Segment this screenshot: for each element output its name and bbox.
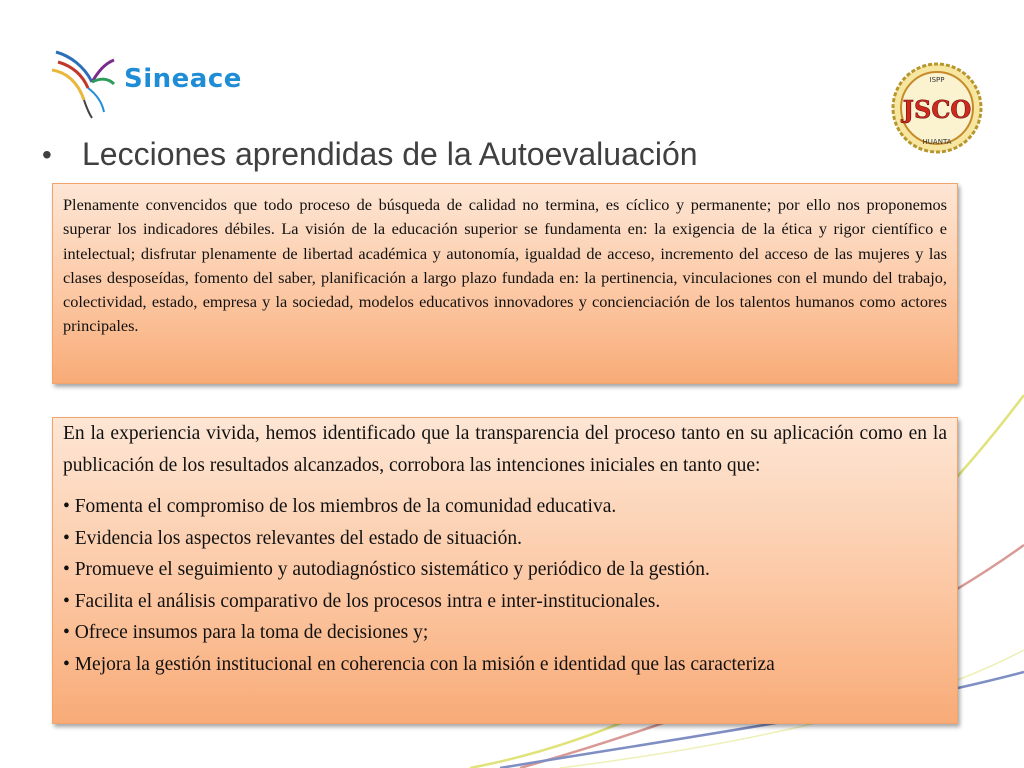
lessons-paragraph: Plenamente convencidos que todo proceso de búsqueda de calidad no termina, es cíclico y permanente; por ello nos proponemos superar los indicadores débiles. La visión de la educación superior se fundamenta en: la exigencia de la ética y rigor científico e intelectual; disfrutar plenamente de libertad académica y autonomía, igualdad de acceso, incremento del acceso de las mujeres y las clases desposeídas, fomento del saber, planificación a largo plazo fundada en: la pertinencia, vinculaciones con el mundo del trabajo, colectividad, estado, empresa y la sociedad, modelos educativos innovadores y concienciación de los talentos humanos como actores principales. <box>63 195 947 336</box>
list-item: • Facilita el análisis comparativo de los procesos intra e inter-institucionales. <box>63 590 661 612</box>
list-item: • Fomenta el compromiso de los miembros de la comunidad educativa. <box>63 496 617 517</box>
lessons-paragraph-box <box>52 183 958 384</box>
list-item: • Mejora la gestión institucional en coherencia con la misión e identidad que las caracteriza <box>63 653 775 675</box>
svg-text:HUANTA: HUANTA <box>922 138 952 146</box>
svg-text:ISPP: ISPP <box>929 76 945 84</box>
page-title <box>42 136 842 173</box>
experience-intro: En la experiencia vivida, hemos identificado que la transparencia del proceso tanto en su aplicación como en la publicación de los resultados alcanzados, corrobora las intenciones iniciales en tanto que: <box>63 423 947 476</box>
svg-text:JSCO: JSCO <box>902 95 972 124</box>
benefits-list <box>63 491 947 680</box>
page-title-text: Lecciones aprendidas de la Autoevaluación <box>82 136 698 172</box>
list-item: • Evidencia los aspectos relevantes del estado de situación. <box>63 527 522 549</box>
sineace-logo-text: Sineace <box>124 64 242 94</box>
experience-box <box>52 417 958 724</box>
institution-seal-icon <box>889 60 985 156</box>
list-item: • Promueve el seguimiento y autodiagnóstico sistemático y periódico de la gestión. <box>63 559 710 580</box>
list-item: • Ofrece insumos para la toma de decisiones y; <box>63 622 429 643</box>
title-bullet: • <box>42 138 52 170</box>
